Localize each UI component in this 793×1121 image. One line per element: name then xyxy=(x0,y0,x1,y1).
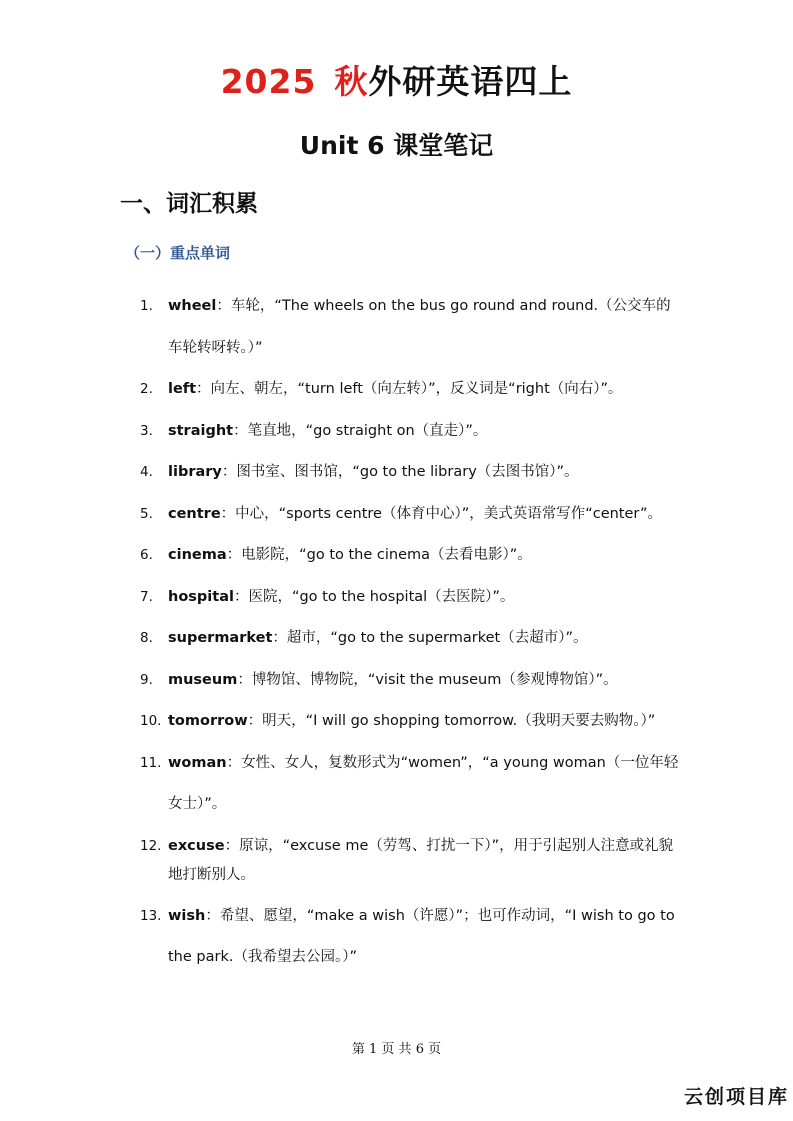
vocab-item xyxy=(140,743,680,826)
section-heading: 一、词汇积累 xyxy=(120,191,258,217)
vocab-item xyxy=(140,535,680,577)
title-rest: 外研英语四上 xyxy=(368,62,573,101)
vocab-item xyxy=(140,701,680,743)
vocab-definition: ：车轮，“The wheels on the bus go round and round.（公交车的车轮转呀转。）” xyxy=(168,298,671,356)
page-title xyxy=(0,58,793,106)
title-season: 秋 xyxy=(334,62,369,101)
vocab-word: straight xyxy=(168,422,234,439)
page-subtitle: Unit 6 课堂笔记 xyxy=(299,131,494,160)
vocab-item xyxy=(140,452,680,494)
vocab-word: museum xyxy=(168,671,238,688)
vocab-word: library xyxy=(168,464,222,480)
vocab-item xyxy=(140,286,680,369)
vocab-number: 7. xyxy=(140,588,153,605)
watermark: 云创项目库 xyxy=(683,1086,789,1108)
vocab-number: 13. xyxy=(140,907,162,924)
vocab-number: 10. xyxy=(140,713,162,729)
vocab-item xyxy=(140,369,680,411)
vocab-number: 1. xyxy=(140,298,153,314)
vocab-item xyxy=(140,411,680,453)
vocab-word: tomorrow xyxy=(168,713,248,729)
vocab-definition: ：笔直地，“go straight on（直走）”。 xyxy=(233,422,488,439)
vocab-item xyxy=(140,896,680,979)
vocab-number: 3. xyxy=(140,422,153,439)
vocab-number: 2. xyxy=(140,381,153,397)
subsection-heading: （一）重点单词 xyxy=(125,244,231,262)
vocab-word: supermarket xyxy=(168,630,273,646)
vocab-item xyxy=(140,577,680,619)
vocab-number: 4. xyxy=(140,464,153,480)
vocab-number: 6. xyxy=(140,547,153,563)
vocab-number: 9. xyxy=(140,671,153,688)
vocab-word: wish xyxy=(168,907,206,924)
title-year: 2025 xyxy=(220,62,317,101)
vocab-definition: ：希望、愿望，“make a wish（许愿）”；也可作动词，“I wish to go to the park.（我希望去公园。）” xyxy=(168,907,675,965)
vocab-number: 8. xyxy=(140,630,153,646)
vocab-word: centre xyxy=(168,505,221,522)
vocab-definition: ：电影院，“go to the cinema（去看电影）”。 xyxy=(226,547,532,563)
vocab-definition: ：中心，“sports centre（体育中心）”，美式英语常写作“center”。 xyxy=(220,505,662,522)
vocab-list xyxy=(140,286,680,979)
vocab-definition: ：向左、朝左，“turn left（向左转）”，反义词是“right（向右）”。 xyxy=(196,381,623,397)
vocab-item xyxy=(140,618,680,660)
vocab-definition: ：超市，“go to the supermarket（去超市）”。 xyxy=(272,630,588,646)
vocab-item xyxy=(140,826,680,896)
vocab-number: 12. xyxy=(140,837,162,854)
vocab-definition: ：原谅，“excuse me（劳驾、打扰一下）”，用于引起别人注意或礼貌地打断别人。 xyxy=(168,837,674,883)
page-footer: 第 1 页 共 6 页 xyxy=(351,1042,442,1057)
vocab-item xyxy=(140,494,680,536)
vocab-number: 11. xyxy=(140,754,162,771)
vocab-word: wheel xyxy=(168,298,217,314)
vocab-word: left xyxy=(168,381,197,397)
vocab-word: excuse xyxy=(168,837,225,854)
vocab-word: hospital xyxy=(168,588,234,605)
vocab-definition: ：明天，“I will go shopping tomorrow.（我明天要去购物。）” xyxy=(247,713,656,729)
vocab-definition: ：图书室、图书馆，“go to the library（去图书馆）”。 xyxy=(221,464,579,480)
vocab-word: cinema xyxy=(168,547,227,563)
vocab-number: 5. xyxy=(140,505,153,522)
vocab-definition: ：女性、女人，复数形式为“women”，“a young woman（一位年轻女士）”。 xyxy=(168,754,679,812)
vocab-definition: ：博物馆、博物院，“visit the museum（参观博物馆）”。 xyxy=(237,671,618,688)
vocab-item xyxy=(140,660,680,702)
vocab-word: woman xyxy=(168,754,227,771)
vocab-definition: ：医院，“go to the hospital（去医院）”。 xyxy=(233,588,515,605)
